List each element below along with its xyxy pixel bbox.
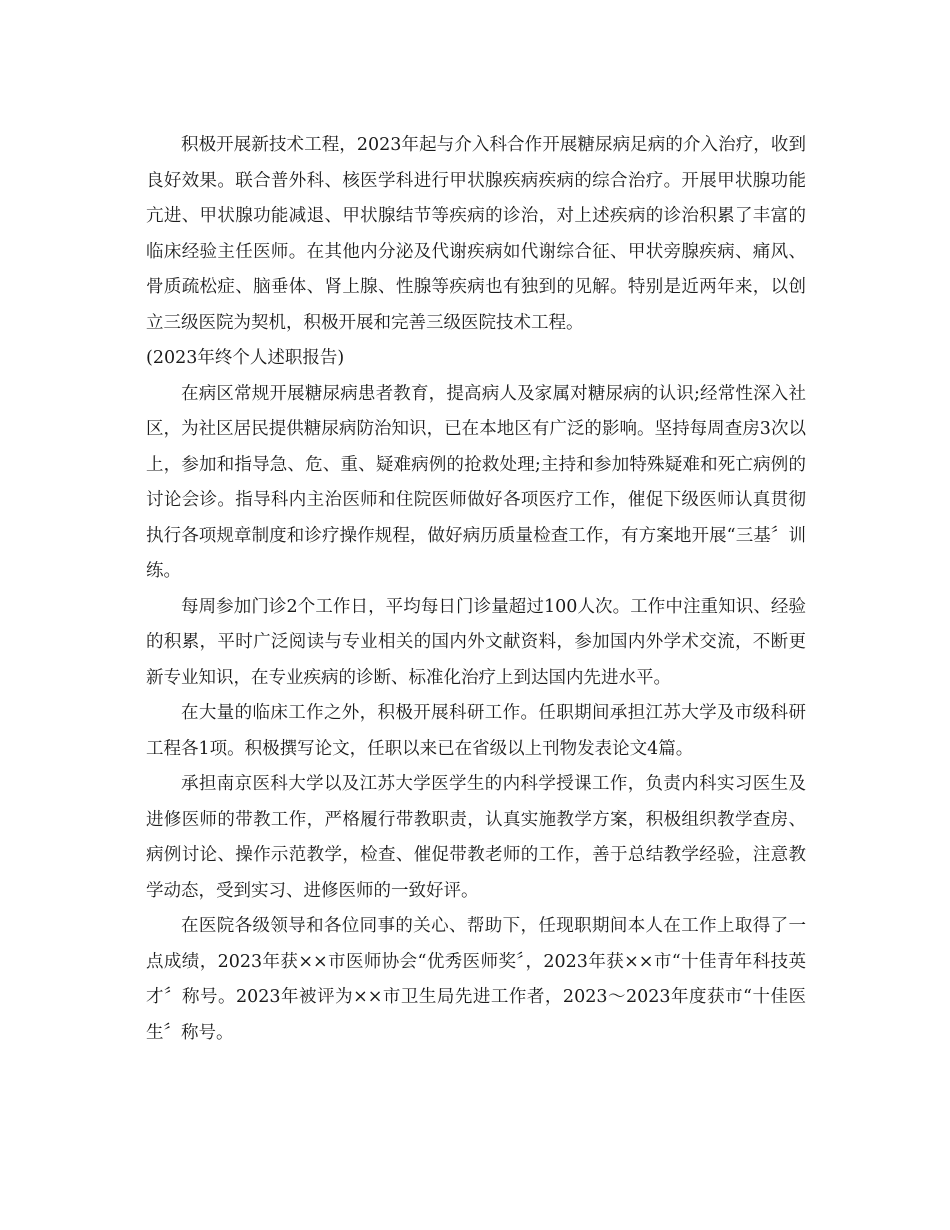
paragraph-research: 在大量的临床工作之外，积极开展科研工作。任职期间承担江苏大学及市级科研工程各1项。积极撰写论文，任职以来已在省级以上刊物发表论文4篇。	[146, 703, 806, 759]
report-title-note: (2023年终个人述职报告)	[146, 348, 345, 368]
paragraph-teaching: 承担南京医科大学以及江苏大学医学生的内科学授课工作，负责内科实习医生及进修医师的带教工作，严格履行带教职责，认真实施教学方案，积极组织教学查房、病例讨论、操作示范教学，检查、催促带教老师的工作，善于总结教学经验，注意教学动态，受到实习、进修医师的一致好评。	[146, 774, 806, 901]
paragraph-achievements: 在医院各级领导和各位同事的关心、帮助下，任现职期间本人在工作上取得了一点成绩，2023年获××市医师协会“优秀医师奖〞，2023年获××市“十佳青年科技英才〞称号。2023年被评为××市卫生局先进工作者，2023～2023年度获市“十佳医生〞称号。	[146, 916, 806, 1043]
paragraph-outpatient-work: 每周参加门诊2个工作日，平均每日门诊量超过100人次。工作中注重知识、经验的积累，平时广泛阅读与专业相关的国内外文献资料，参加国内外学术交流，不断更新专业知识，在专业疾病的诊断、标准化治疗上到达国内先进水平。	[146, 596, 806, 688]
paragraph-patient-education: 在病区常规开展糖尿病患者教育，提高病人及家属对糖尿病的认识;经常性深入社区，为社区居民提供糖尿病防治知识，已在本地区有广泛的影响。坚持每周查房3次以上，参加和指导急、危、重、疑难病例的抢救处理;主持和参加特殊疑难和死亡病例的讨论会诊。指导科内主治医师和住院医师做好各项医疗工作，催促下级医师认真贯彻执行各项规章制度和诊疗操作规程，做好病历质量检查工作，有方案地开展“三基〞训练。	[146, 383, 806, 581]
paragraph-new-technology: 积极开展新技术工程，2023年起与介入科合作开展糖尿病足病的介入治疗，收到良好效果。联合普外科、核医学科进行甲状腺疾病疾病的综合治疗。开展甲状腺功能亢进、甲状腺功能减退、甲状腺结节等疾病的诊治，对上述疾病的诊治积累了丰富的临床经验主任医师。在其他内分泌及代谢疾病如代谢综合征、甲状旁腺疾病、痛风、骨质疏松症、脑垂体、肾上腺、性腺等疾病也有独到的见解。特别是近两年来，以创立三级医院为契机，积极开展和完善三级医院技术工程。	[146, 135, 806, 333]
document-body	[146, 128, 806, 1051]
